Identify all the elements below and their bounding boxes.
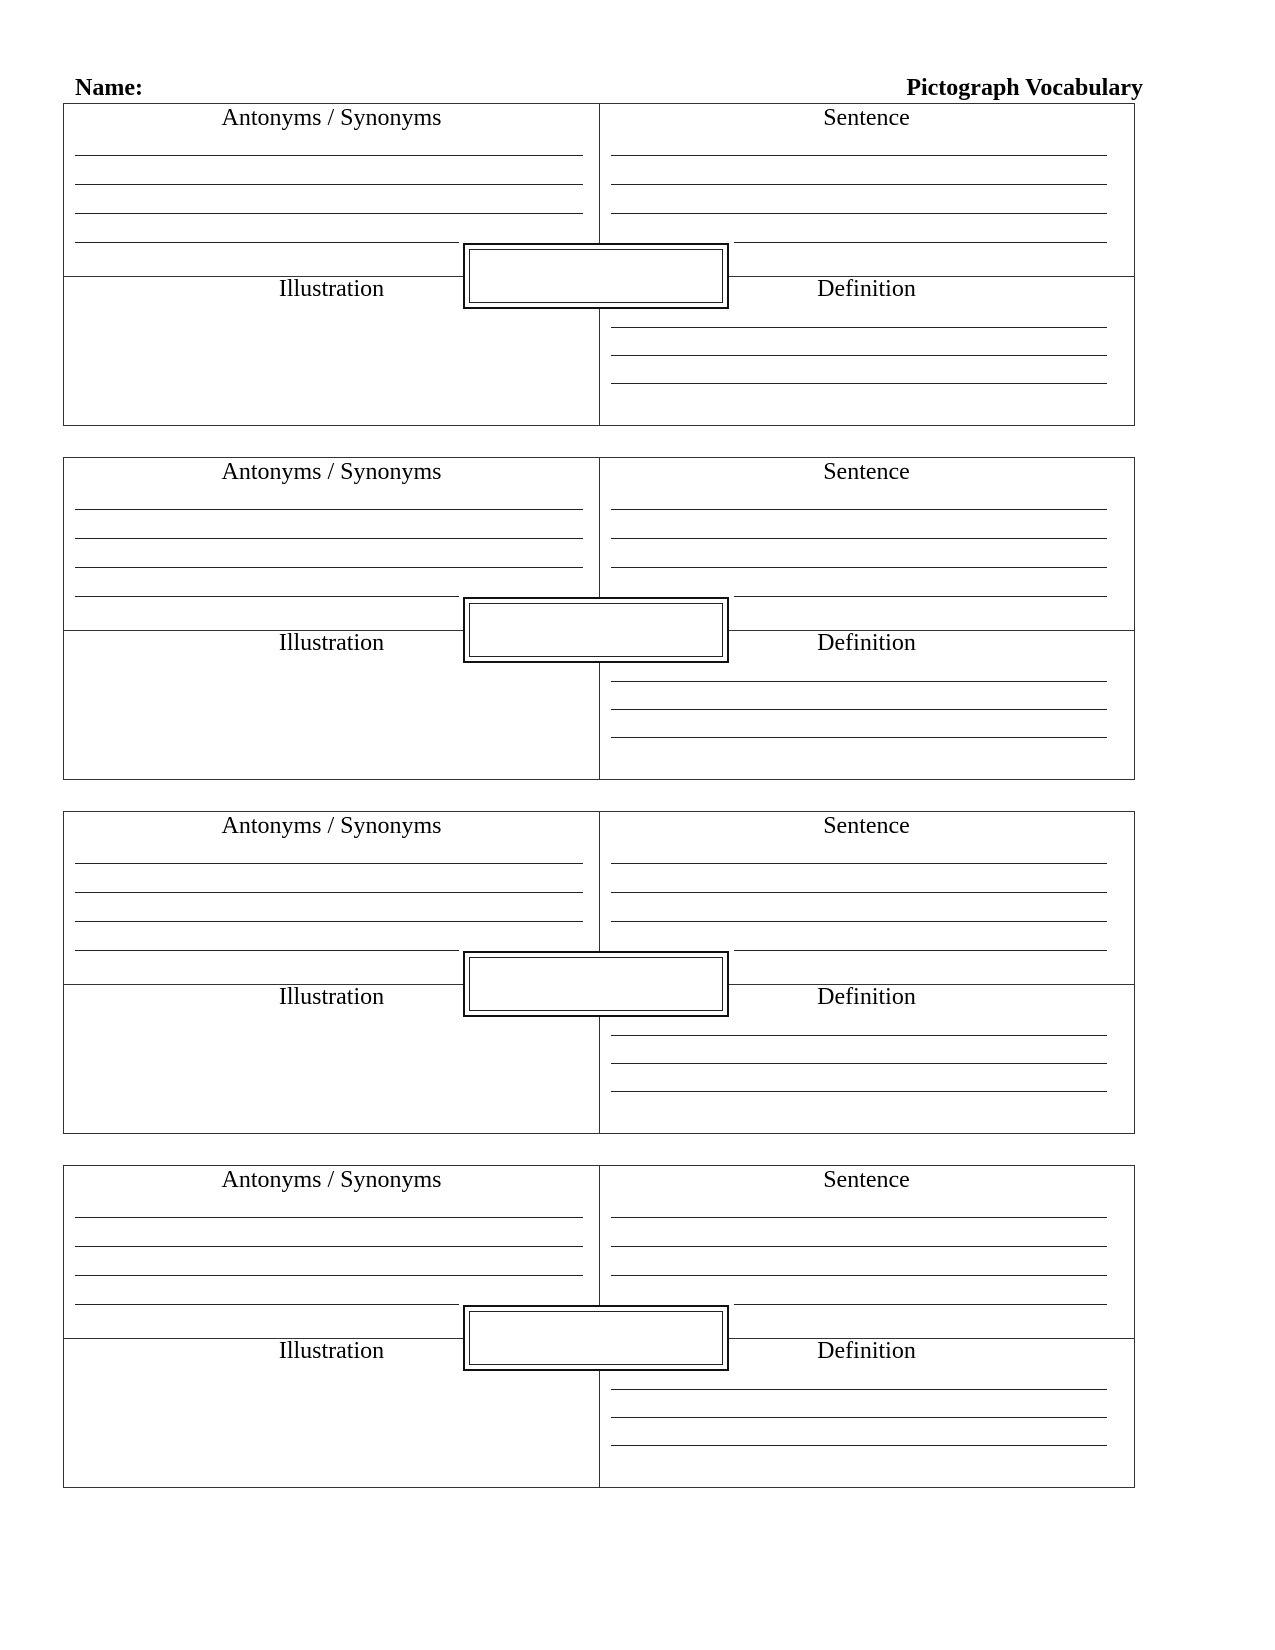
sentence-line-3[interactable]: [611, 567, 1107, 568]
sentence-line-1[interactable]: [611, 509, 1107, 510]
definition-label: Definition: [817, 276, 916, 302]
sentence-line-1[interactable]: [611, 1217, 1107, 1218]
antonyms-line-2[interactable]: [75, 1246, 583, 1247]
name-label: Name:: [75, 75, 143, 101]
definition-label: Definition: [817, 630, 916, 656]
antonyms-line-4[interactable]: [75, 950, 459, 951]
sentence-line-3[interactable]: [611, 1275, 1107, 1276]
definition-line-1[interactable]: [611, 681, 1107, 682]
sentence-label: Sentence: [823, 813, 910, 839]
sentence-label: Sentence: [823, 1167, 910, 1193]
definition-line-2[interactable]: [611, 1417, 1107, 1418]
antonyms-line-4[interactable]: [75, 242, 459, 243]
definition-line-1[interactable]: [611, 327, 1107, 328]
definition-line-3[interactable]: [611, 1091, 1107, 1092]
vocabulary-word-box[interactable]: [463, 597, 729, 663]
sentence-line-1[interactable]: [611, 863, 1107, 864]
sentence-line-2[interactable]: [611, 184, 1107, 185]
sentence-line-4[interactable]: [734, 1304, 1107, 1305]
definition-line-2[interactable]: [611, 355, 1107, 356]
antonyms-line-2[interactable]: [75, 892, 583, 893]
vocab-card-4: [63, 1165, 1135, 1488]
vocabulary-word-box[interactable]: [463, 951, 729, 1017]
antonyms-line-3[interactable]: [75, 921, 583, 922]
definition-line-1[interactable]: [611, 1389, 1107, 1390]
antonyms-line-4[interactable]: [75, 1304, 459, 1305]
sentence-line-4[interactable]: [734, 242, 1107, 243]
vocabulary-word-box[interactable]: [463, 243, 729, 309]
illustration-label: Illustration: [278, 984, 385, 1010]
antonyms-synonyms-label: Antonyms / Synonyms: [221, 459, 442, 485]
illustration-label: Illustration: [278, 1338, 385, 1364]
antonyms-line-3[interactable]: [75, 567, 583, 568]
sentence-line-4[interactable]: [734, 596, 1107, 597]
sentence-line-2[interactable]: [611, 1246, 1107, 1247]
sentence-line-1[interactable]: [611, 155, 1107, 156]
definition-line-1[interactable]: [611, 1035, 1107, 1036]
sentence-line-2[interactable]: [611, 538, 1107, 539]
antonyms-line-1[interactable]: [75, 155, 583, 156]
sentence-label: Sentence: [823, 105, 910, 131]
antonyms-line-2[interactable]: [75, 184, 583, 185]
definition-label: Definition: [817, 984, 916, 1010]
definition-line-3[interactable]: [611, 383, 1107, 384]
sentence-line-3[interactable]: [611, 213, 1107, 214]
sentence-line-4[interactable]: [734, 950, 1107, 951]
illustration-label: Illustration: [278, 630, 385, 656]
antonyms-line-4[interactable]: [75, 596, 459, 597]
vocabulary-word-field[interactable]: [469, 957, 723, 1011]
vocabulary-word-box[interactable]: [463, 1305, 729, 1371]
vocab-card-1: [63, 103, 1135, 426]
definition-line-3[interactable]: [611, 737, 1107, 738]
vocabulary-word-field[interactable]: [469, 249, 723, 303]
vocab-card-2: [63, 457, 1135, 780]
antonyms-synonyms-label: Antonyms / Synonyms: [221, 1167, 442, 1193]
definition-line-3[interactable]: [611, 1445, 1107, 1446]
antonyms-line-3[interactable]: [75, 1275, 583, 1276]
definition-line-2[interactable]: [611, 709, 1107, 710]
vocabulary-word-field[interactable]: [469, 1311, 723, 1365]
antonyms-line-2[interactable]: [75, 538, 583, 539]
page-header: [75, 73, 1143, 103]
antonyms-synonyms-label: Antonyms / Synonyms: [221, 813, 442, 839]
definition-label: Definition: [817, 1338, 916, 1364]
vocabulary-word-field[interactable]: [469, 603, 723, 657]
antonyms-line-1[interactable]: [75, 863, 583, 864]
antonyms-line-1[interactable]: [75, 509, 583, 510]
vocab-card-3: [63, 811, 1135, 1134]
sentence-line-2[interactable]: [611, 892, 1107, 893]
page-title: Pictograph Vocabulary: [906, 75, 1143, 101]
definition-line-2[interactable]: [611, 1063, 1107, 1064]
antonyms-line-3[interactable]: [75, 213, 583, 214]
antonyms-synonyms-label: Antonyms / Synonyms: [221, 105, 442, 131]
illustration-label: Illustration: [278, 276, 385, 302]
antonyms-line-1[interactable]: [75, 1217, 583, 1218]
sentence-label: Sentence: [823, 459, 910, 485]
sentence-line-3[interactable]: [611, 921, 1107, 922]
